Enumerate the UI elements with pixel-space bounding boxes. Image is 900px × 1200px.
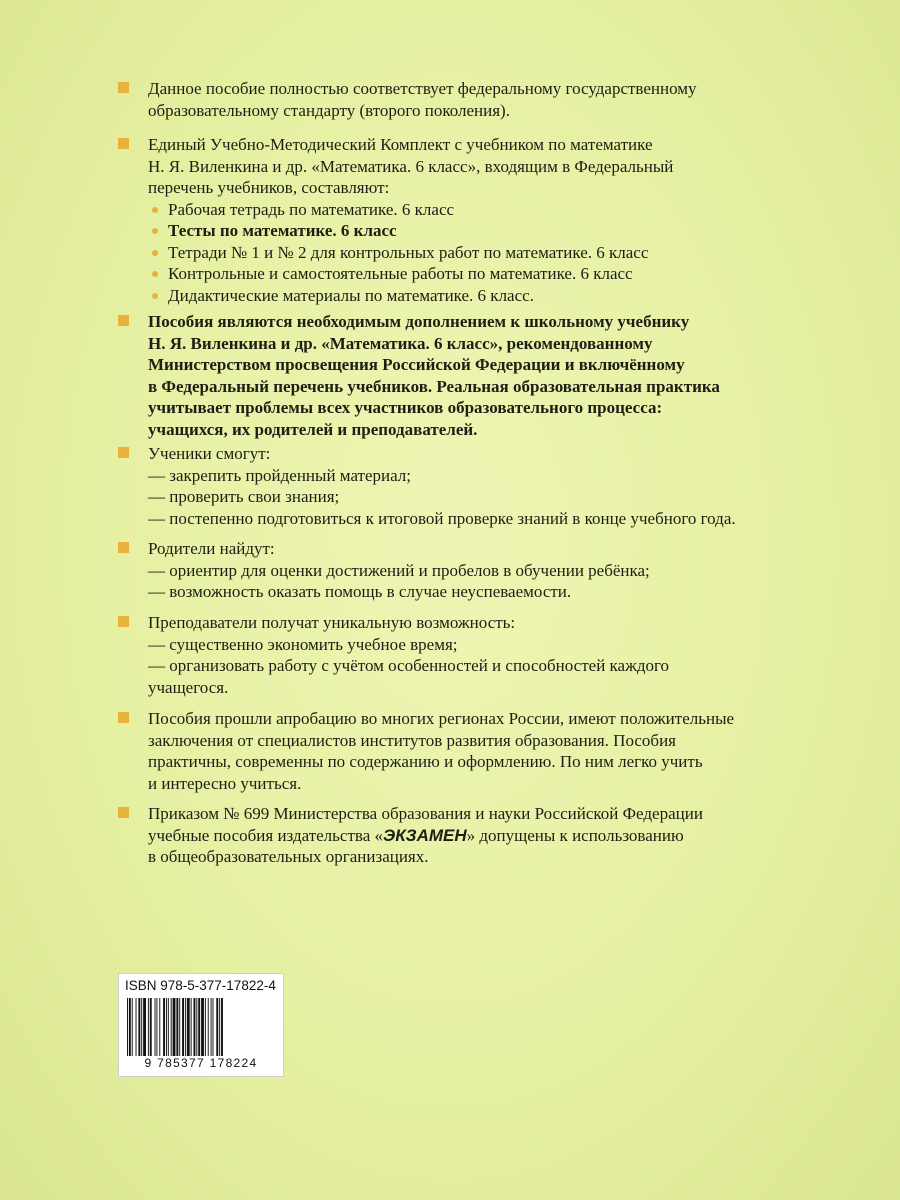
text-line: практичны, современны по содержанию и оформлению. По ним легко учить <box>148 752 703 771</box>
barcode-bar <box>166 998 167 1056</box>
barcode-bar <box>187 998 190 1056</box>
barcode-bar <box>173 998 176 1056</box>
list-item: Рабочая тетрадь по математике. 6 класс <box>148 199 838 221</box>
barcode-bar <box>127 998 128 1056</box>
bullet-square-icon <box>118 447 129 458</box>
text-line: Преподаватели получат уникальную возможность: <box>148 613 516 632</box>
bullet-square-icon <box>118 82 129 93</box>
barcode-bar <box>159 998 160 1056</box>
text-line: и интересно учиться. <box>148 773 302 793</box>
barcode-bar <box>191 998 192 1056</box>
barcode-bar <box>213 998 214 1056</box>
barcode-bar <box>194 998 196 1056</box>
text-line: — возможность оказать помощь в случае неуспеваемости. <box>148 582 572 601</box>
bullet-dot-icon <box>152 271 158 277</box>
bullet-square-icon <box>118 807 129 818</box>
text-line: — проверить свои знания; <box>148 487 340 506</box>
barcode-bar <box>168 998 169 1056</box>
barcode-bar <box>156 998 157 1056</box>
text-line: учащегося. <box>148 677 229 697</box>
barcode-bar <box>171 998 172 1056</box>
text-line: заключения от специалистов институтов развития образования. Пособия <box>148 730 676 750</box>
barcode-bar <box>196 998 197 1056</box>
barcode-bar <box>176 998 178 1056</box>
isbn-label: ISBN 978-5-377-17822-4 <box>125 978 276 993</box>
barcode-bar <box>150 998 152 1056</box>
bullet-square-icon <box>118 315 129 326</box>
barcode-bar <box>221 998 223 1056</box>
list-item-highlighted: Тесты по математике. 6 класс <box>148 220 838 242</box>
bullet-dot-icon <box>152 207 158 213</box>
barcode-bar <box>201 998 204 1056</box>
barcode-bar <box>182 998 184 1056</box>
barcode-bar <box>138 998 140 1056</box>
barcode-bar <box>155 998 156 1056</box>
barcode-bar <box>205 998 206 1056</box>
barcode-bar <box>198 998 200 1056</box>
barcode-bar <box>141 998 142 1056</box>
isbn-barcode-box <box>118 973 284 1077</box>
barcode-bar <box>143 998 146 1056</box>
barcode-bar <box>185 998 186 1056</box>
text-line: — закрепить пройденный материал; <box>148 465 412 485</box>
barcode-bar <box>219 998 220 1056</box>
text-line: Ученики смогут: <box>148 444 271 463</box>
text-line: Пособия являются необходимым дополнением к школьному учебнику <box>148 312 690 331</box>
text-line: — ориентир для оценки достижений и пробелов в обучении ребёнка; <box>148 560 650 580</box>
barcode-bar <box>132 998 133 1056</box>
barcode-bar <box>211 998 212 1056</box>
publisher-brand: ЭКЗАМЕН <box>383 825 467 845</box>
text-line: Данное пособие полностью соответствует федеральному государственному <box>148 79 697 98</box>
text-line: Пособия прошли апробацию во многих регионах России, имеют положительные <box>148 709 735 728</box>
text-line: учебные пособия издательства «ЭКЗАМЕН» допущены к использованию <box>148 825 684 845</box>
text-line: — существенно экономить учебное время; <box>148 634 458 654</box>
barcode-icon <box>125 998 277 1056</box>
text-line: Приказом № 699 Министерства образования и науки Российской Федерации <box>148 804 703 823</box>
barcode-bar <box>148 998 149 1056</box>
bullet-dot-icon <box>152 250 158 256</box>
text-line: — постепенно подготовиться к итоговой проверке знаний в конце учебного года. <box>148 508 736 528</box>
list-item: Контрольные и самостоятельные работы по математике. 6 класс <box>148 263 838 285</box>
barcode-bar <box>208 998 209 1056</box>
barcode-bar <box>129 998 131 1056</box>
bullet-square-icon <box>118 542 129 553</box>
text-line: — организовать работу с учётом особенностей и способностей каждого <box>148 656 670 675</box>
text-line: учащихся, их родителей и преподавателей. <box>148 419 478 439</box>
text-line: Н. Я. Виленкина и др. «Математика. 6 класс», рекомендованному <box>148 333 653 353</box>
barcode-bar <box>179 998 180 1056</box>
bullet-dot-icon <box>152 228 158 234</box>
text-line: образовательному стандарту (второго поколения). <box>148 100 510 120</box>
list-item: Дидактические материалы по математике. 6 класс. <box>148 285 838 307</box>
text-line: Н. Я. Виленкина и др. «Математика. 6 класс», входящим в Федеральный <box>148 156 674 176</box>
bullet-square-icon <box>118 616 129 627</box>
bullet-square-icon <box>118 712 129 723</box>
barcode-bar <box>136 998 137 1056</box>
text-line: в Федеральный перечень учебников. Реальная образовательная практика <box>148 376 720 396</box>
text-line: учитывает проблемы всех участников образовательного процесса: <box>148 398 663 417</box>
text-line: в общеобразовательных организациях. <box>148 847 429 866</box>
text-line: Родители найдут: <box>148 539 275 558</box>
text-line: перечень учебников, составляют: <box>148 178 390 197</box>
bullet-square-icon <box>118 138 129 149</box>
barcode-digits: 9 785377 178224 <box>144 1056 258 1070</box>
bullet-dot-icon <box>152 293 158 299</box>
text-line: Министерством просвещения Российской Федерации и включённому <box>148 355 685 374</box>
text-line: Единый Учебно-Методический Комплект с учебником по математике <box>148 135 653 154</box>
barcode-bar <box>163 998 165 1056</box>
list-item: Тетради № 1 и № 2 для контрольных работ по математике. 6 класс <box>148 242 838 264</box>
barcode-bar <box>216 998 218 1056</box>
